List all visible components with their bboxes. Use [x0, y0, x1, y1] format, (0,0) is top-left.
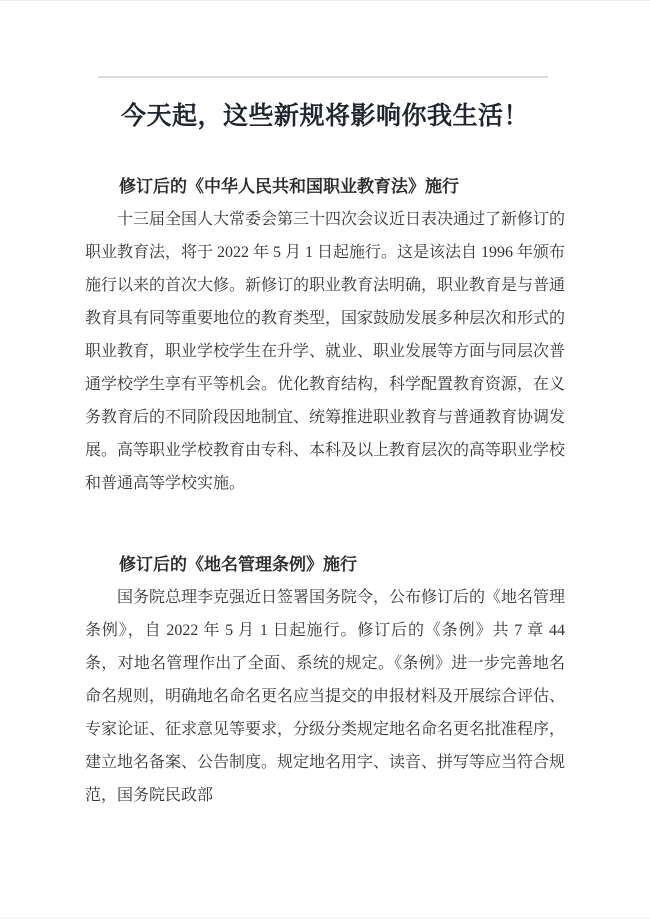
section-1-paragraph: 十三届全国人大常委会第三十四次会议近日表决通过了新修订的职业教育法，将于 2022 年 5 月 1 日起施行。这是该法自 1996 年颁布施行以来的首次大修。新修订的职业教育法明确，职业教育是与普通教育具有同等重要地位的教育类型，国家鼓励发展多种层次和形式的职业教育，职业学校学生在升学、就业、职业发展等方面与同层次普通学校学生享有平等机会。优化教育结构，科学配置教育资源，在义务教育后的不同阶段因地制宜、统筹推进职业教育与普通教育协调发展。高等职业学校教育由专科、本科及以上教育层次的高等职业学校和普通高等学校实施。	[85, 211, 566, 492]
document-title: 今天起，这些新规将影响你我生活！	[120, 103, 529, 130]
page-top-edge	[0, 0, 650, 1]
header-divider-rule	[98, 76, 548, 78]
section-2-heading: 修订后的《地名管理条例》施行	[119, 555, 357, 574]
section-place-name-regulation	[85, 548, 565, 812]
section-2-paragraph: 国务院总理李克强近日签署国务院令，公布修订后的《地名管理条例》，自 2022 年 5 月 1 日起施行。修订后的《条例》共 7 章 44 条，对地名管理作出了全面、系统的规定。《条例》进一步完善地名命名规则，明确地名命名更名应当提交的申报材料及开展综合评估、专家论证、征求意见等要求，分级分类规定地名命名更名批准程序，建立地名备案、公告制度。规定地名用字、读音、拼写等应当符合规范，国务院民政部	[85, 589, 566, 804]
section-1-heading: 修订后的《中华人民共和国职业教育法》施行	[119, 177, 459, 196]
section-vocational-education-law	[85, 170, 565, 500]
